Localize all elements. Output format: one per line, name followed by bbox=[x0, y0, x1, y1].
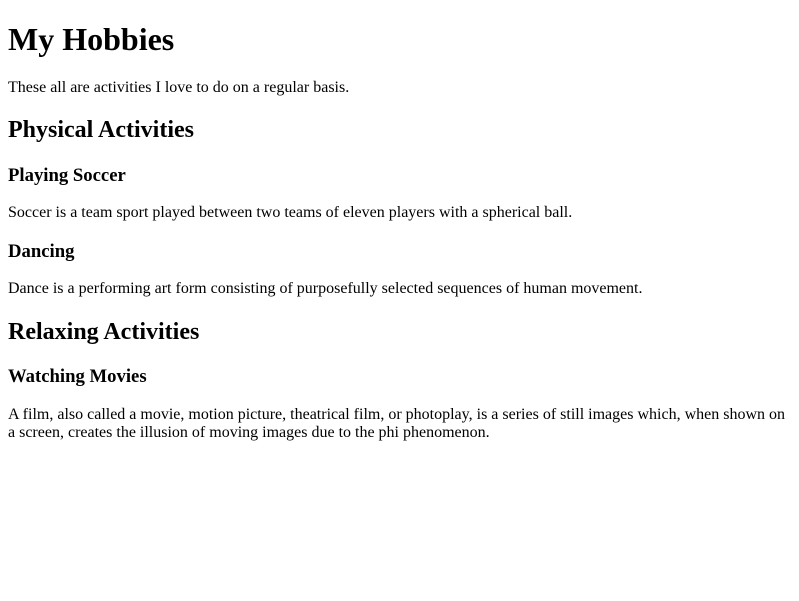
hobby-item-playing-soccer bbox=[8, 165, 791, 223]
section-physical-activities bbox=[8, 117, 791, 298]
hobby-description: A film, also called a movie, motion picture, theatrical film, or photoplay, is a series of still images which, when shown on a screen, creates the illusion of moving images due to the phi phenomenon. bbox=[8, 405, 786, 442]
section-relaxing-activities bbox=[8, 319, 791, 443]
hobby-title: Watching Movies bbox=[8, 366, 147, 388]
document-body bbox=[0, 21, 799, 442]
hobby-item-dancing bbox=[8, 241, 791, 299]
hobby-title: Playing Soccer bbox=[8, 164, 126, 186]
hobby-description: Soccer is a team sport played between two teams of eleven players with a spherical ball. bbox=[8, 204, 573, 222]
hobby-item-watching-movies bbox=[8, 366, 791, 442]
page-title: My Hobbies bbox=[8, 21, 175, 57]
hobby-title: Dancing bbox=[8, 240, 75, 262]
section-heading: Relaxing Activities bbox=[8, 318, 200, 345]
section-heading: Physical Activities bbox=[8, 117, 194, 144]
intro-paragraph: These all are activities I love to do on a regular basis. bbox=[8, 78, 350, 96]
hobby-description: Dance is a performing art form consisting of purposefully selected sequences of human movement. bbox=[8, 280, 643, 298]
